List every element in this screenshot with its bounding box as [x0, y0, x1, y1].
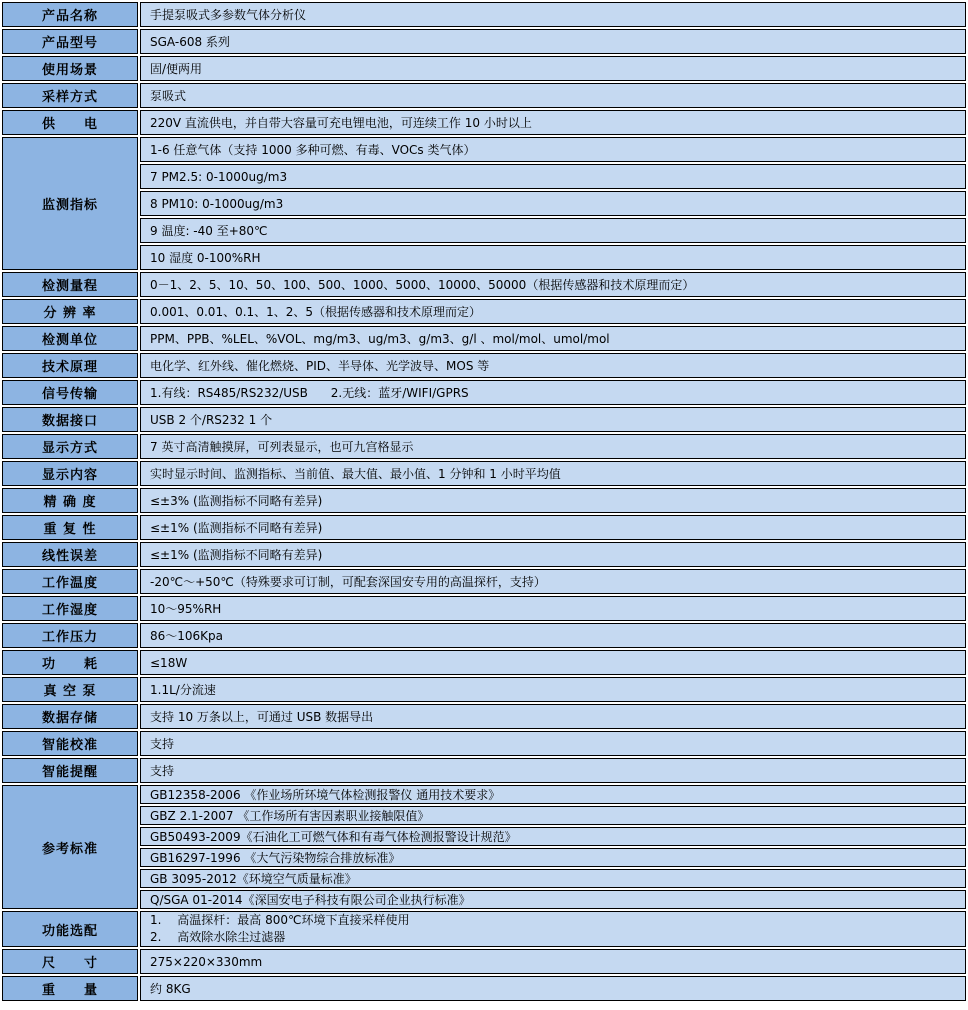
- spec-value: 10～95%RH: [140, 596, 966, 621]
- spec-row: [2, 218, 966, 243]
- spec-label: 产品名称: [2, 2, 138, 27]
- spec-value: 8 PM10: 0-1000ug/m3: [140, 191, 966, 216]
- spec-value: 275×220×330mm: [140, 949, 966, 974]
- spec-row: [2, 407, 966, 432]
- spec-label: 检测单位: [2, 326, 138, 351]
- spec-row: [2, 326, 966, 351]
- spec-row: [2, 461, 966, 486]
- spec-row: [2, 29, 966, 54]
- spec-row: [2, 596, 966, 621]
- spec-row: [2, 827, 966, 846]
- spec-row: [2, 890, 966, 909]
- spec-row: [2, 623, 966, 648]
- spec-value: 86～106Kpa: [140, 623, 966, 648]
- spec-label: 真 空 泵: [2, 677, 138, 702]
- spec-value: 电化学、红外线、催化燃烧、PID、半导体、光学波导、MOS 等: [140, 353, 966, 378]
- spec-value: SGA-608 系列: [140, 29, 966, 54]
- spec-row: [2, 191, 966, 216]
- spec-label: 显示内容: [2, 461, 138, 486]
- spec-row: [2, 758, 966, 783]
- spec-value: 9 温度: -40 至+80℃: [140, 218, 966, 243]
- spec-label: 采样方式: [2, 83, 138, 108]
- spec-label: 供 电: [2, 110, 138, 135]
- spec-value: USB 2 个/RS232 1 个: [140, 407, 966, 432]
- spec-row: [2, 353, 966, 378]
- spec-value: -20℃～+50℃（特殊要求可订制，可配套深国安专用的高温探杆，支持）: [140, 569, 966, 594]
- spec-row: [2, 731, 966, 756]
- spec-value: 220V 直流供电，并自带大容量可充电锂电池，可连续工作 10 小时以上: [140, 110, 966, 135]
- spec-row: [2, 245, 966, 270]
- spec-value-line: 1. 高温探杆：最高 800℃环境下直接采样使用: [150, 913, 410, 927]
- spec-value: 1.1L/分流速: [140, 677, 966, 702]
- spec-value: PPM、PPB、%LEL、%VOL、mg/m3、ug/m3、g/m3、g/l 、mol/mol、umol/mol: [140, 326, 966, 351]
- spec-row: [2, 869, 966, 888]
- spec-row: [2, 848, 966, 867]
- spec-row: [2, 542, 966, 567]
- spec-value: 0－1、2、5、10、50、100、500、1000、5000、10000、50000（根据传感器和技术原理而定）: [140, 272, 966, 297]
- spec-label: 工作温度: [2, 569, 138, 594]
- spec-label: 功能选配: [2, 911, 138, 947]
- spec-table-body: [2, 2, 966, 1001]
- spec-row: [2, 569, 966, 594]
- spec-label: 使用场景: [2, 56, 138, 81]
- spec-label: 监测指标: [2, 137, 138, 270]
- spec-row: [2, 2, 966, 27]
- spec-label: 工作湿度: [2, 596, 138, 621]
- spec-row: [2, 488, 966, 513]
- spec-value: ≤±3% (监测指标不同略有差异): [140, 488, 966, 513]
- spec-row: [2, 380, 966, 405]
- spec-label: 信号传输: [2, 380, 138, 405]
- spec-value: 1-6 任意气体（支持 1000 多种可燃、有毒、VOCs 类气体）: [140, 137, 966, 162]
- spec-value: ≤±1% (监测指标不同略有差异): [140, 542, 966, 567]
- spec-value: ≤18W: [140, 650, 966, 675]
- spec-value: 约 8KG: [140, 976, 966, 1001]
- spec-label: 检测量程: [2, 272, 138, 297]
- spec-row: [2, 515, 966, 540]
- spec-value: 1.有线：RS485/RS232/USB 2.无线：蓝牙/WIFI/GPRS: [140, 380, 966, 405]
- spec-row: [2, 949, 966, 974]
- spec-label: 产品型号: [2, 29, 138, 54]
- spec-value: 泵吸式: [140, 83, 966, 108]
- spec-label: 智能提醒: [2, 758, 138, 783]
- spec-value: GB16297-1996 《大气污染物综合排放标准》: [140, 848, 966, 867]
- spec-value: GB50493-2009《石油化工可燃气体和有毒气体检测报警设计规范》: [140, 827, 966, 846]
- spec-value: GBZ 2.1-2007 《工作场所有害因素职业接触限值》: [140, 806, 966, 825]
- spec-value: 支持: [140, 758, 966, 783]
- spec-value: GB 3095-2012《环境空气质量标准》: [140, 869, 966, 888]
- spec-label: 显示方式: [2, 434, 138, 459]
- spec-row: [2, 110, 966, 135]
- spec-row: [2, 704, 966, 729]
- spec-label: 线性误差: [2, 542, 138, 567]
- spec-row: [2, 272, 966, 297]
- spec-value: 实时显示时间、监测指标、当前值、最大值、最小值、1 分钟和 1 小时平均值: [140, 461, 966, 486]
- spec-row: [2, 806, 966, 825]
- spec-label: 尺 寸: [2, 949, 138, 974]
- spec-row: [2, 911, 966, 947]
- spec-row: [2, 299, 966, 324]
- spec-value: 手提泵吸式多参数气体分析仪: [140, 2, 966, 27]
- spec-row: [2, 56, 966, 81]
- spec-label: 重 复 性: [2, 515, 138, 540]
- spec-row: [2, 137, 966, 162]
- spec-value-line: 2. 高效除水除尘过滤器: [150, 930, 286, 944]
- spec-label: 参考标准: [2, 785, 138, 909]
- spec-label: 工作压力: [2, 623, 138, 648]
- spec-value: 支持: [140, 731, 966, 756]
- spec-value: 固/便两用: [140, 56, 966, 81]
- spec-label: 智能校准: [2, 731, 138, 756]
- spec-row: [2, 434, 966, 459]
- spec-label: 功 耗: [2, 650, 138, 675]
- spec-value: 0.001、0.01、0.1、1、2、5（根据传感器和技术原理而定）: [140, 299, 966, 324]
- spec-value: ≤±1% (监测指标不同略有差异): [140, 515, 966, 540]
- spec-value: 7 PM2.5: 0-1000ug/m3: [140, 164, 966, 189]
- spec-value: GB12358-2006 《作业场所环境气体检测报警仪 通用技术要求》: [140, 785, 966, 804]
- spec-row: [2, 677, 966, 702]
- spec-label: 数据接口: [2, 407, 138, 432]
- spec-label: 数据存储: [2, 704, 138, 729]
- spec-row: [2, 976, 966, 1001]
- spec-row: [2, 164, 966, 189]
- spec-row: [2, 785, 966, 804]
- spec-row: [2, 83, 966, 108]
- spec-label: 重 量: [2, 976, 138, 1001]
- spec-value: 10 湿度 0-100%RH: [140, 245, 966, 270]
- spec-value: 7 英寸高清触摸屏，可列表显示，也可九宫格显示: [140, 434, 966, 459]
- spec-label: 技术原理: [2, 353, 138, 378]
- spec-value: 支持 10 万条以上，可通过 USB 数据导出: [140, 704, 966, 729]
- spec-row: [2, 650, 966, 675]
- spec-value: [140, 911, 966, 947]
- spec-label: 精 确 度: [2, 488, 138, 513]
- spec-value: Q/SGA 01-2014《深国安电子科技有限公司企业执行标准》: [140, 890, 966, 909]
- spec-label: 分 辨 率: [2, 299, 138, 324]
